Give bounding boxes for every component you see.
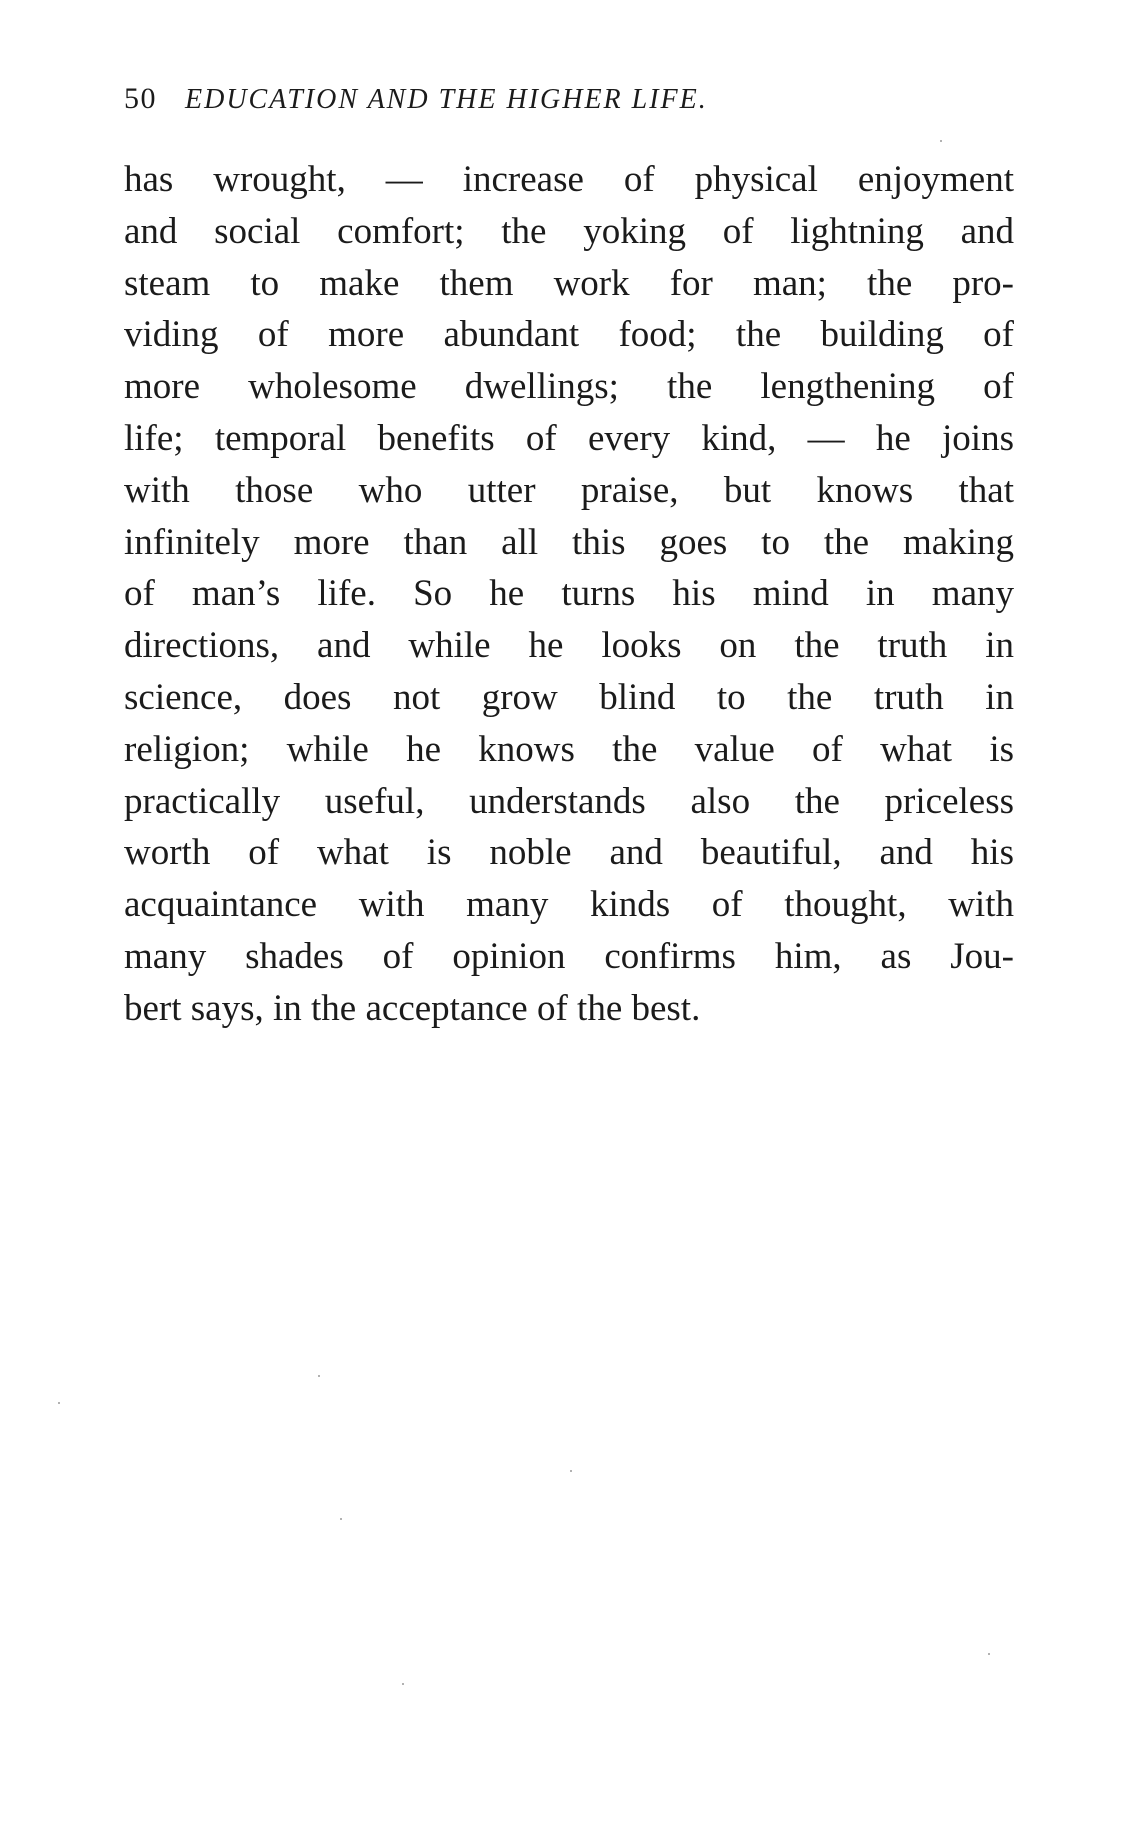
text-line: bert says, in the acceptance of the best. (124, 987, 701, 1029)
text-line: infinitely more than all this goes to the making (124, 521, 1014, 563)
text-line: life; temporal benefits of every kind, — he joins (124, 417, 1014, 459)
paper-speck (402, 1683, 404, 1685)
text-line: acquaintance with many kinds of thought, with (124, 884, 1014, 926)
text-line: science, does not grow blind to the truth in (124, 676, 1014, 718)
text-line: viding of more abundant food; the building of (124, 314, 1014, 356)
page-number: 50 (124, 82, 157, 115)
running-title: EDUCATION AND THE HIGHER LIFE. (185, 84, 708, 115)
paper-speck (58, 1402, 60, 1404)
text-line: more wholesome dwellings; the lengthening of (124, 366, 1014, 408)
paper-speck (340, 1518, 342, 1520)
text-line: worth of what is noble and beautiful, and his (124, 832, 1014, 874)
paper-speck (988, 1653, 990, 1655)
paper-speck (940, 140, 942, 142)
paper-speck (570, 1470, 572, 1472)
text-line: many shades of opinion confirms him, as Jou- (124, 935, 1014, 977)
text-line: with those who utter praise, but knows that (124, 469, 1014, 511)
text-line: and social comfort; the yoking of lightning and (124, 210, 1014, 252)
text-line: has wrought, — increase of physical enjoyment (124, 159, 1014, 200)
text-line: religion; while he knows the value of what is (124, 728, 1014, 770)
paper-speck (318, 1375, 320, 1377)
text-line: practically useful, understands also the priceless (124, 780, 1014, 822)
body-paragraph (124, 154, 1014, 1035)
text-line: of man’s life. So he turns his mind in many (124, 573, 1014, 615)
text-line: directions, and while he looks on the truth in (124, 625, 1014, 667)
running-head (124, 82, 1024, 122)
text-line: steam to make them work for man; the pro- (124, 262, 1014, 304)
